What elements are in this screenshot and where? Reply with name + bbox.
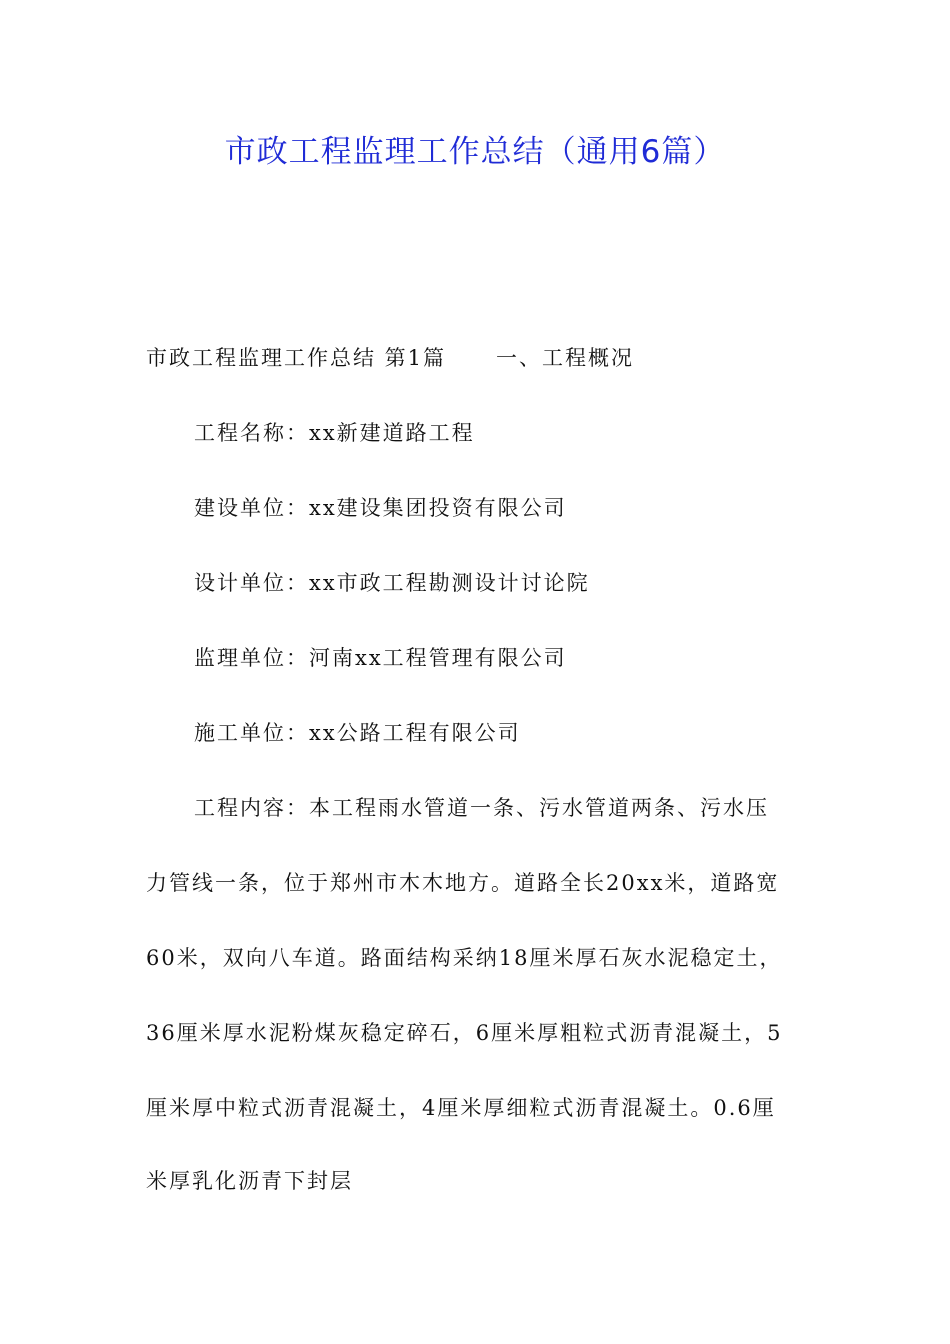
content-line: 工程内容：本工程雨水管道一条、污水管道两条、污水压: [194, 796, 769, 820]
section-heading-line: [146, 342, 634, 374]
content-line: 60米，双向八车道。路面结构采纳18厘米厚石灰水泥稳定土，: [146, 946, 783, 970]
field-project-name: 工程名称：xx新建道路工程: [194, 421, 475, 445]
field-designer: 设计单位：xx市政工程勘测设计讨论院: [194, 571, 590, 595]
document-title: 市政工程监理工作总结（通用6篇）: [224, 134, 726, 170]
section-heading: 市政工程监理工作总结 第1篇: [146, 346, 447, 370]
content-line: 力管线一条，位于郑州市木木地方。道路全长20xx米，道路宽: [146, 871, 780, 895]
subsection-heading: 一、工程概况: [496, 346, 635, 370]
field-contractor: 施工单位：xx公路工程有限公司: [194, 721, 521, 745]
content-line: 厘米厚中粒式沥青混凝土，4厘米厚细粒式沥青混凝土。0.6厘: [146, 1096, 776, 1120]
content-line: 米厚乳化沥青下封层: [146, 1169, 353, 1193]
content-line: 36厘米厚水泥粉煤灰稳定碎石，6厘米厚粗粒式沥青混凝土，5: [146, 1021, 783, 1045]
field-owner: 建设单位：xx建设集团投资有限公司: [194, 496, 567, 520]
field-supervisor: 监理单位：河南xx工程管理有限公司: [194, 646, 567, 670]
